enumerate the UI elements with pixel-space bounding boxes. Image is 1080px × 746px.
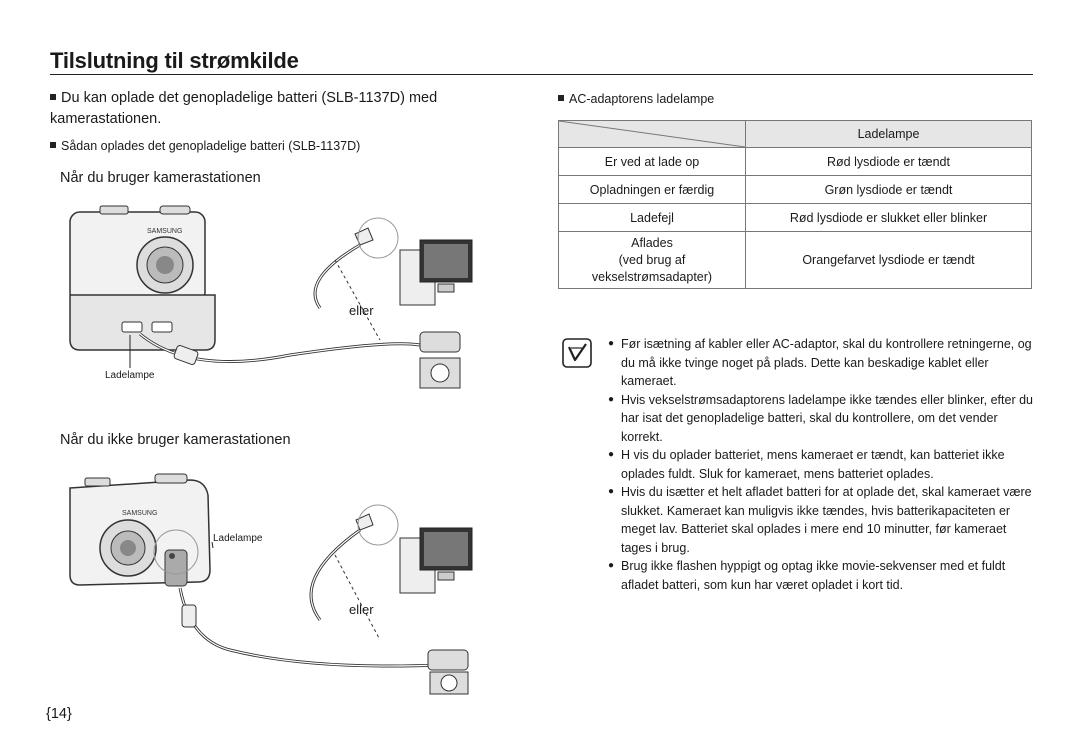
direct-charging-illustration [60, 470, 480, 695]
heading-without-station: Når du ikke bruger kamerastationen [60, 432, 291, 448]
state-cell: Er ved at lade op [559, 148, 746, 176]
note-item: ● Brug ikke flashen hyppigt og optag ikke movie-sekvenser med et fuldt afladet batteri, som kun har været opladet i kort tid. [608, 557, 1034, 594]
computer-icon [358, 218, 472, 305]
intro-text-1: Du kan oplade det genopladelige batteri (SLB-1137D) med kamerastationen. [50, 90, 438, 127]
lamp-label-1: Ladelampe [105, 370, 155, 381]
square-bullet-icon [50, 142, 56, 148]
camera-dock-icon [70, 206, 215, 350]
lamp-cell: Rød lysdiode er tændt [746, 148, 1032, 176]
camera-icon [70, 474, 210, 586]
note-item: ● Hvis vekselstrømsadaptorens ladelampe ikke tændes eller blinker, efter du har isat det genopladelige batteri, skal du kontrollere, om det vender korrekt. [608, 391, 1034, 447]
table-row [559, 176, 1032, 204]
square-bullet-icon [50, 94, 56, 100]
table-corner-cell [559, 121, 746, 148]
diagonal-line-icon [559, 121, 745, 147]
heading-with-station: Når du bruger kamerastationen [60, 170, 261, 186]
state-line: vekselstrømsadapter) [591, 269, 713, 284]
svg-text:SAMSUNG: SAMSUNG [147, 228, 183, 235]
table-header-lamp: Ladelampe [746, 121, 1032, 148]
table-row [559, 204, 1032, 232]
table-caption [558, 91, 714, 108]
note-item: ● Hvis du isætter et helt afladet batteri for at oplade det, skal kameraet være slukket. Kameraet kan muligvis ikke tændes, hvis batterikapaciteten er meget lav. Batteriet skal oplades i mere end 10 minutter, før kameraet tages i brug. [608, 483, 1034, 557]
table-caption-text: AC-adaptorens ladelampe [569, 92, 715, 106]
state-cell: Ladefejl [559, 204, 746, 232]
intro-bullet-1 [50, 88, 450, 130]
page-number: {14} [46, 706, 72, 722]
note-item: ● H vis du oplader batteriet, mens kameraet er tændt, kan batteriet ikke oplades fuldt. Sluk for kameraet, mens batteriet oplades. [608, 446, 1034, 483]
state-line: (ved brug af [618, 252, 686, 267]
state-line: Aflades [631, 235, 673, 250]
table-row [559, 148, 1032, 176]
lamp-cell: Orangefarvet lysdiode er tændt [746, 232, 1032, 289]
or-label-1: eller [349, 303, 374, 318]
lamp-cell: Rød lysdiode er slukket eller blinker [746, 204, 1032, 232]
svg-text:SAMSUNG: SAMSUNG [122, 510, 158, 517]
intro-text-2: Sådan oplades det genopladelige batteri (SLB-1137D) [61, 139, 361, 153]
intro-bullet-2 [50, 138, 450, 155]
page-title: Tilslutning til strømkilde [50, 48, 299, 73]
computer-icon [358, 505, 472, 593]
state-cell: Opladningen er færdig [559, 176, 746, 204]
lamp-cell: Grøn lysdiode er tændt [746, 176, 1032, 204]
state-cell [559, 232, 746, 289]
charge-lamp-table [558, 120, 1032, 289]
or-label-2: eller [349, 602, 374, 617]
square-bullet-icon [558, 95, 564, 101]
lamp-label-2: Ladelampe [213, 533, 263, 544]
note-item: ● Før isætning af kabler eller AC-adaptor, skal du kontrollere retningerne, og du må ikke tvinge noget på plads. Dette kan beskadige kablet eller kameraet. [608, 335, 1034, 391]
notes-list [608, 335, 1034, 594]
title-divider [50, 74, 1033, 75]
table-row [559, 232, 1032, 289]
note-pencil-icon [562, 338, 592, 368]
